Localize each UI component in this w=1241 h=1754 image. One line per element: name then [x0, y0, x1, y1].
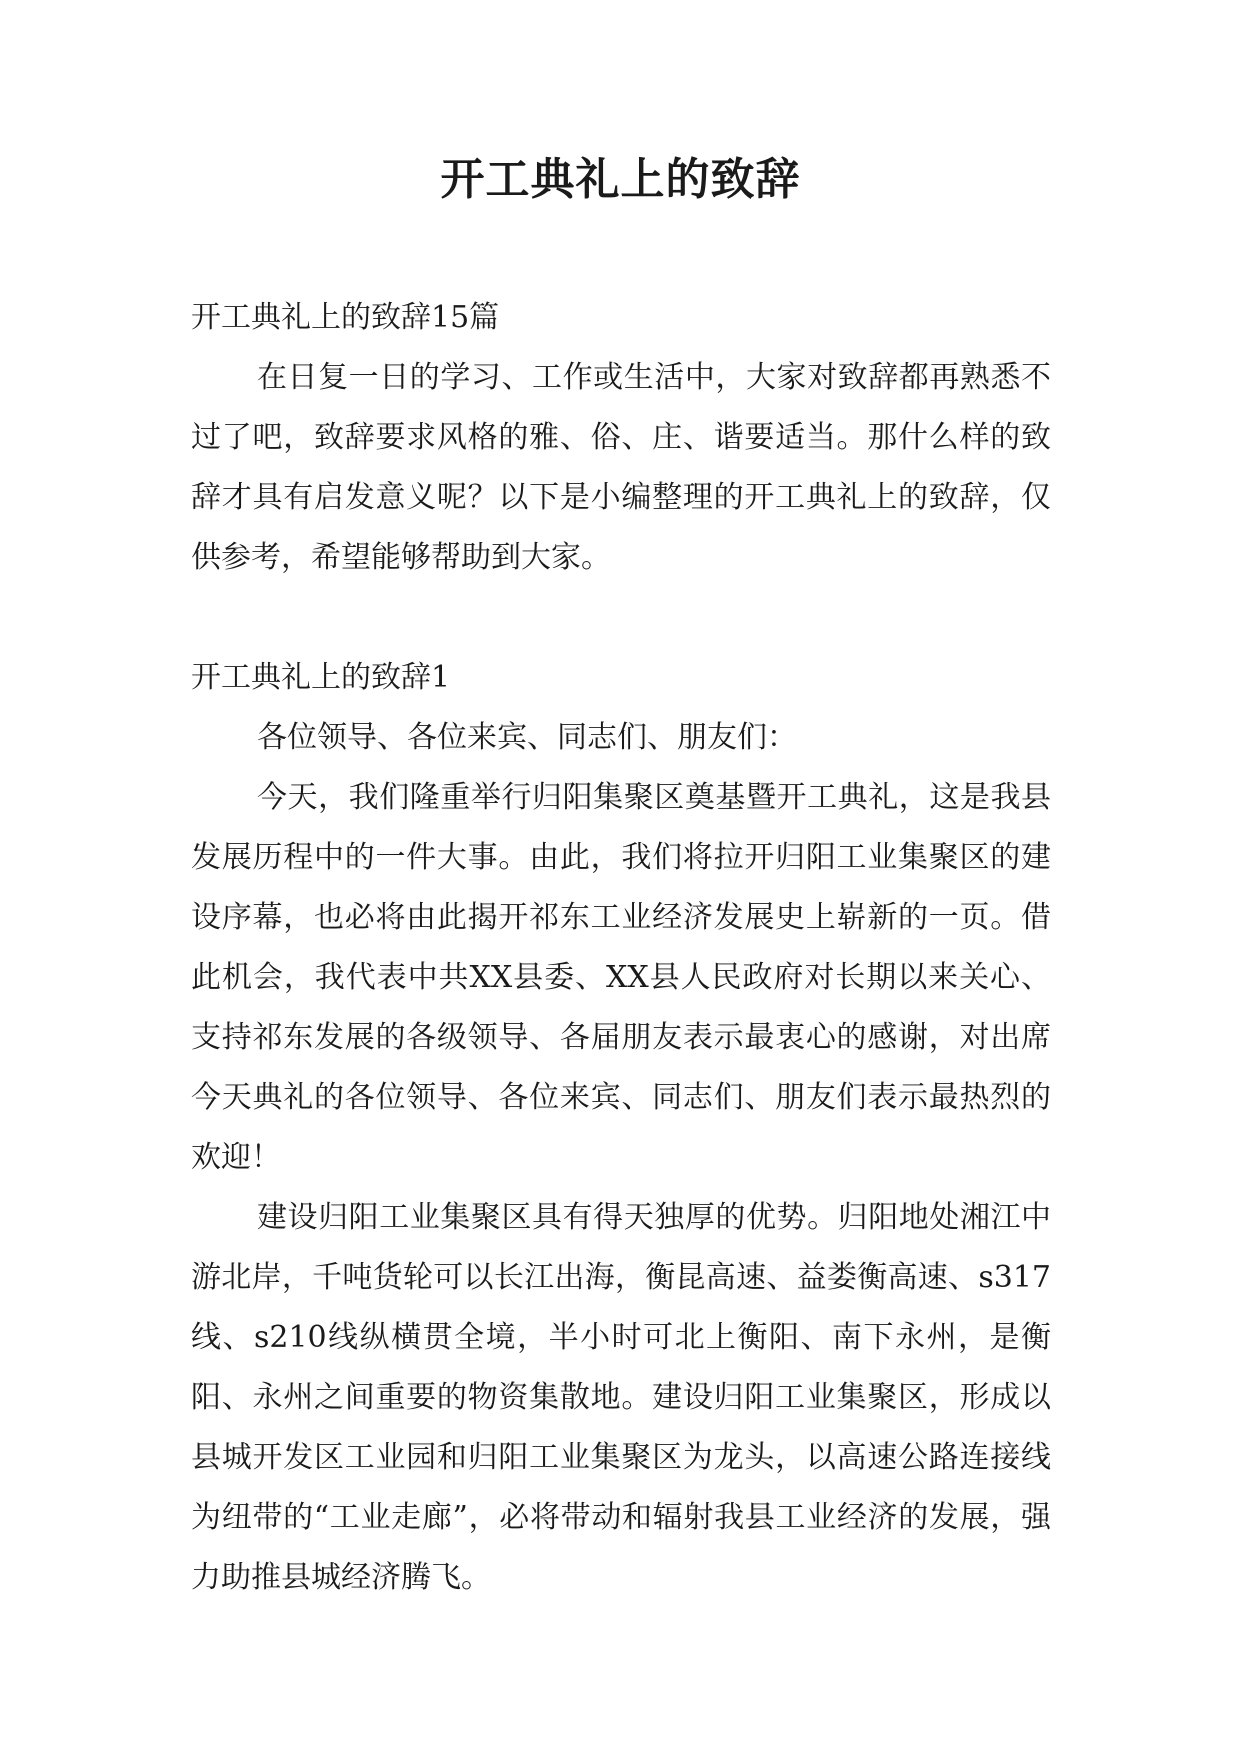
- body-paragraph-2: 建设归阳工业集聚区具有得天独厚的优势。归阳地处湘江中游北岸，千吨货轮可以长江出海，衡昆高速、益娄衡高速、s317线、s210线纵横贯全境，半小时可北上衡阳、南下永州，是衡阳、永州之间重要的物资集散地。建设归阳工业集聚区，形成以县城开发区工业园和归阳工业集聚区为龙头，以高速公路连接线为纽带的“工业走廊”，必将带动和辐射我县工业经济的发展，强力助推县城经济腾飞。: [191, 1200, 1051, 1595]
- section-heading: 开工典礼上的致辞1: [191, 660, 451, 695]
- document-title: 开工典礼上的致辞: [440, 154, 801, 205]
- collection-heading: 开工典礼上的致辞15篇: [191, 300, 500, 335]
- salutation: 各位领导、各位来宾、同志们、朋友们：: [257, 720, 797, 755]
- document-body: [191, 288, 1051, 1608]
- section-spacer: [191, 588, 1051, 648]
- body-paragraph-1: 今天，我们隆重举行归阳集聚区奠基暨开工典礼，这是我县发展历程中的一件大事。由此，我们将拉开归阳工业集聚区的建设序幕，也必将由此揭开祁东工业经济发展史上崭新的一页。借此机会，我代表中共XX县委、XX县人民政府对长期以来关心、支持祁东发展的各级领导、各届朋友表示最衷心的感谢，对出席今天典礼的各位领导、各位来宾、同志们、朋友们表示最热烈的欢迎！: [191, 780, 1051, 1175]
- intro-paragraph: 在日复一日的学习、工作或生活中，大家对致辞都再熟悉不过了吧，致辞要求风格的雅、俗、庄、谐要适当。那什么样的致辞才具有启发意义呢？以下是小编整理的开工典礼上的致辞，仅供参考，希望能够帮助到大家。: [191, 360, 1051, 575]
